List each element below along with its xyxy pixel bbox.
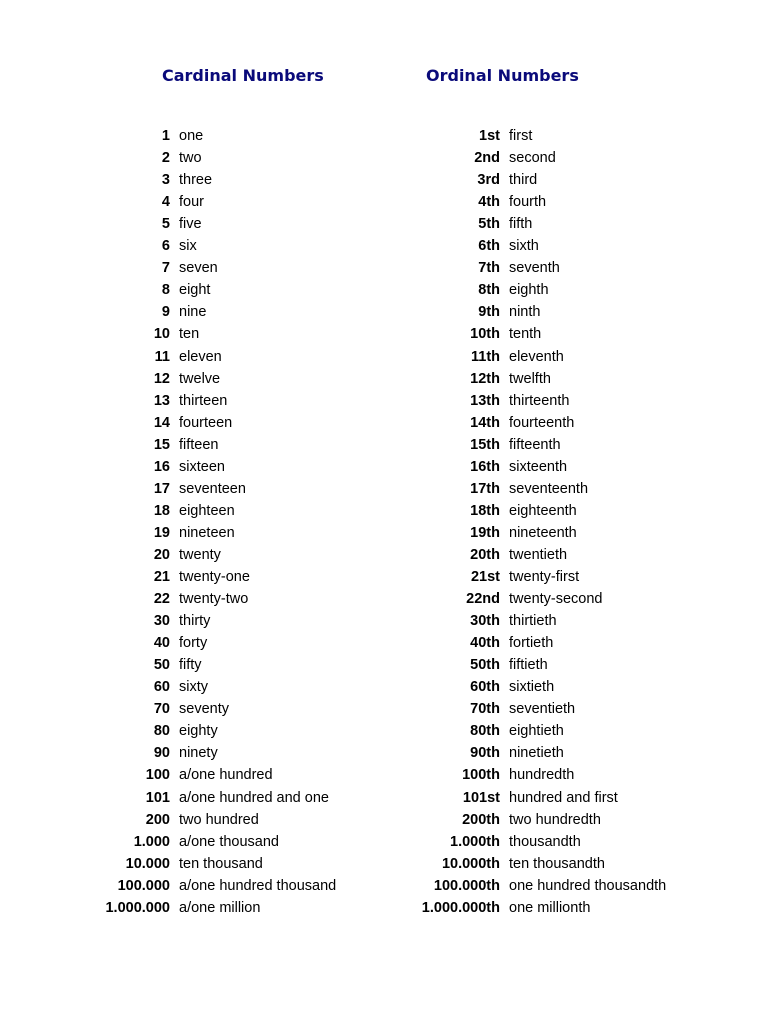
ordinal-row-numeral: 10.000th [441, 855, 500, 872]
ordinal-row-numeral: 30th [470, 613, 500, 630]
cardinal-row-word: three [179, 172, 213, 189]
cardinal-row-word: two hundred [179, 811, 259, 828]
cardinal-row-word: a/one hundred [179, 767, 273, 784]
ordinal-row-numeral: 14th [470, 414, 500, 431]
cardinal-row-numeral: 200 [145, 811, 170, 828]
cardinal-row-numeral: 14 [153, 414, 170, 431]
cardinal-row-numeral: 20 [153, 546, 170, 563]
ordinal-row-word: twentieth [509, 546, 568, 563]
ordinal-row-word: tenth [509, 326, 542, 343]
cardinal-row-numeral: 8 [161, 282, 170, 299]
cardinal-row-word: ten [179, 326, 200, 343]
cardinal-row-numeral: 6 [161, 238, 170, 255]
cardinal-row-numeral: 70 [153, 701, 170, 718]
cardinal-row-numeral: 12 [153, 370, 170, 387]
cardinal-row-numeral: 5 [161, 216, 170, 233]
ordinal-row-numeral: 90th [470, 745, 500, 762]
cardinal-row-numeral: 80 [153, 723, 170, 740]
ordinal-row-numeral: 13th [470, 392, 500, 409]
ordinal-row-word: thousandth [509, 833, 581, 850]
cardinal-row-word: seventeen [179, 480, 246, 497]
cardinal-row-numeral: 18 [153, 502, 170, 519]
ordinal-row-word: ninetieth [509, 745, 564, 762]
cardinal-row-word: a/one hundred and one [179, 789, 329, 806]
ordinal-row-word: hundredth [509, 767, 575, 784]
ordinal-row-word: fourteenth [509, 414, 575, 431]
ordinal-row-numeral: 50th [470, 657, 500, 674]
ordinal-row-word: eleventh [509, 348, 564, 365]
cardinal-row-numeral: 19 [153, 524, 170, 541]
ordinal-row-numeral: 16th [470, 458, 500, 475]
cardinal-row-numeral: 1 [161, 128, 170, 144]
cardinal-row-word: fifteen [179, 436, 219, 453]
ordinal-row-word: eighteenth [509, 502, 577, 519]
cardinal-row-numeral: 16 [153, 458, 170, 475]
cardinal-row-word: one [179, 128, 204, 144]
ordinal-row-word: one hundred thousandth [509, 877, 667, 894]
cardinal-row-numeral: 90 [153, 745, 170, 762]
cardinal-row-word: eight [179, 282, 211, 299]
ordinal-row-numeral: 1.000.000th [421, 899, 500, 916]
ordinal-row-numeral: 1.000th [450, 833, 500, 850]
cardinal-row-word: fifty [179, 657, 202, 674]
cardinal-row-numeral: 30 [153, 613, 170, 630]
ordinal-row-numeral: 101st [462, 789, 500, 806]
cardinal-row-word: twelve [179, 370, 221, 387]
cardinal-row-numeral: 1.000 [133, 833, 170, 850]
ordinal-row-word: nineteenth [509, 524, 577, 541]
ordinal-row-word: two hundredth [509, 811, 601, 828]
cardinal-row-word: a/one thousand [179, 833, 279, 850]
cardinal-row-numeral: 10.000 [125, 855, 170, 872]
ordinal-row-numeral: 18th [470, 502, 500, 519]
ordinal-row-word: fifteenth [509, 436, 561, 453]
cardinal-row-word: ninety [179, 745, 218, 762]
cardinal-row-numeral: 50 [153, 657, 170, 674]
ordinal-row-word: one millionth [509, 899, 591, 916]
cardinal-row-word: twenty-one [179, 569, 250, 585]
ordinal-row-numeral: 22nd [466, 591, 500, 608]
cardinal-row-word: thirteen [179, 392, 228, 409]
ordinal-row-numeral: 1st [479, 128, 500, 144]
cardinal-row-word: twenty [179, 546, 221, 563]
cardinal-row-word: forty [179, 635, 208, 652]
ordinal-row-word: fifth [509, 216, 533, 233]
ordinal-row-word: seventh [509, 260, 560, 277]
ordinal-row-numeral: 100.000th [433, 877, 500, 894]
cardinal-row-numeral: 11 [154, 348, 170, 365]
ordinal-row-word: eighth [509, 282, 549, 299]
ordinal-row-numeral: 17th [470, 480, 500, 497]
cardinal-row-word: five [179, 216, 202, 233]
ordinal-row-word: sixth [509, 238, 539, 255]
ordinal-row-word: first [509, 128, 533, 144]
ordinal-row-word: seventieth [509, 701, 576, 718]
ordinal-row-numeral: 80th [470, 723, 500, 740]
cardinal-row-numeral: 3 [161, 172, 170, 189]
ordinal-row-word: twelfth [509, 370, 551, 387]
cardinal-row-numeral: 13 [153, 392, 170, 409]
ordinal-row-numeral: 5th [478, 216, 500, 233]
ordinal-row-word: thirtieth [509, 613, 557, 630]
cardinal-row-numeral: 100.000 [117, 877, 170, 894]
ordinal-row-numeral: 3rd [477, 172, 500, 189]
ordinal-row-numeral: 9th [478, 304, 500, 321]
cardinal-row-numeral: 22 [153, 591, 170, 608]
ordinal-row-word: twenty-first [509, 569, 580, 585]
ordinal-row-word: ninth [509, 304, 541, 321]
cardinal-row-word: sixty [179, 679, 208, 696]
ordinal-row-numeral: 7th [478, 260, 500, 277]
cardinal-row-word: eighty [179, 723, 218, 740]
ordinal-row-word: fourth [509, 194, 547, 211]
cardinal-row-numeral: 15 [153, 436, 170, 453]
ordinal-row-word: hundred and first [509, 789, 618, 806]
ordinal-row-numeral: 20th [470, 546, 500, 563]
cardinal-row-word: seven [179, 260, 218, 277]
ordinal-row-word: seventeenth [509, 480, 589, 497]
cardinal-row-numeral: 60 [153, 679, 170, 696]
cardinal-row-word: nine [179, 304, 207, 321]
cardinal-row-numeral: 1.000.000 [105, 899, 170, 916]
ordinal-row-word: sixteenth [509, 458, 568, 475]
ordinal-row-numeral: 21st [470, 569, 500, 585]
ordinal-row-numeral: 6th [478, 238, 500, 255]
cardinal-row-word: a/one million [179, 899, 261, 916]
cardinal-row-word: sixteen [179, 458, 225, 475]
ordinal-row-word: fiftieth [509, 657, 548, 674]
ordinal-row-word: twenty-second [509, 591, 603, 608]
ordinal-row-numeral: 11th [470, 348, 500, 365]
ordinal-row-numeral: 40th [470, 635, 500, 652]
cardinal-row-word: seventy [179, 701, 229, 718]
cardinal-row-word: two [179, 150, 202, 167]
ordinal-row-word: second [509, 150, 556, 167]
cardinal-row-word: nineteen [179, 524, 235, 541]
cardinal-row-word: a/one hundred thousand [179, 877, 337, 894]
ordinal-row-numeral: 12th [470, 370, 500, 387]
ordinal-row-word: thirteenth [509, 392, 570, 409]
cardinal-row-numeral: 4 [161, 194, 170, 211]
cardinal-numbers-heading: Cardinal Numbers [162, 66, 324, 85]
ordinal-row-word: sixtieth [509, 679, 555, 696]
cardinal-row-numeral: 100 [145, 767, 170, 784]
ordinal-row-numeral: 60th [470, 679, 500, 696]
ordinal-row-word: third [509, 172, 538, 189]
ordinal-row-numeral: 8th [478, 282, 500, 299]
cardinal-row-word: ten thousand [179, 855, 263, 872]
ordinal-row-numeral: 15th [470, 436, 500, 453]
cardinal-row-word: four [179, 194, 204, 211]
cardinal-row-word: six [179, 238, 197, 255]
cardinal-row-numeral: 17 [153, 480, 170, 497]
cardinal-row-word: fourteen [179, 414, 233, 431]
ordinal-row-numeral: 100th [462, 767, 500, 784]
cardinal-row-word: eighteen [179, 502, 235, 519]
ordinal-row-numeral: 2nd [474, 150, 500, 167]
ordinal-row-word: eightieth [509, 723, 564, 740]
cardinal-row-numeral: 7 [161, 260, 170, 277]
ordinal-row-word: fortieth [509, 635, 554, 652]
ordinal-numbers-heading: Ordinal Numbers [426, 66, 579, 85]
ordinal-row-numeral: 4th [478, 194, 500, 211]
cardinal-row-numeral: 2 [161, 150, 170, 167]
cardinal-row-numeral: 40 [153, 635, 170, 652]
cardinal-row-word: twenty-two [179, 591, 249, 608]
ordinal-row-numeral: 19th [470, 524, 500, 541]
ordinal-row-word: ten thousandth [509, 855, 605, 872]
cardinal-row-word: eleven [179, 348, 222, 365]
cardinal-row-numeral: 9 [161, 304, 170, 321]
cardinal-row-numeral: 10 [153, 326, 170, 343]
ordinal-row-numeral: 10th [470, 326, 500, 343]
cardinal-row-word: thirty [179, 613, 211, 630]
ordinal-row-numeral: 200th [462, 811, 500, 828]
cardinal-row-numeral: 21 [153, 569, 170, 585]
cardinal-row-numeral: 101 [145, 789, 170, 806]
ordinal-row-numeral: 70th [470, 701, 500, 718]
